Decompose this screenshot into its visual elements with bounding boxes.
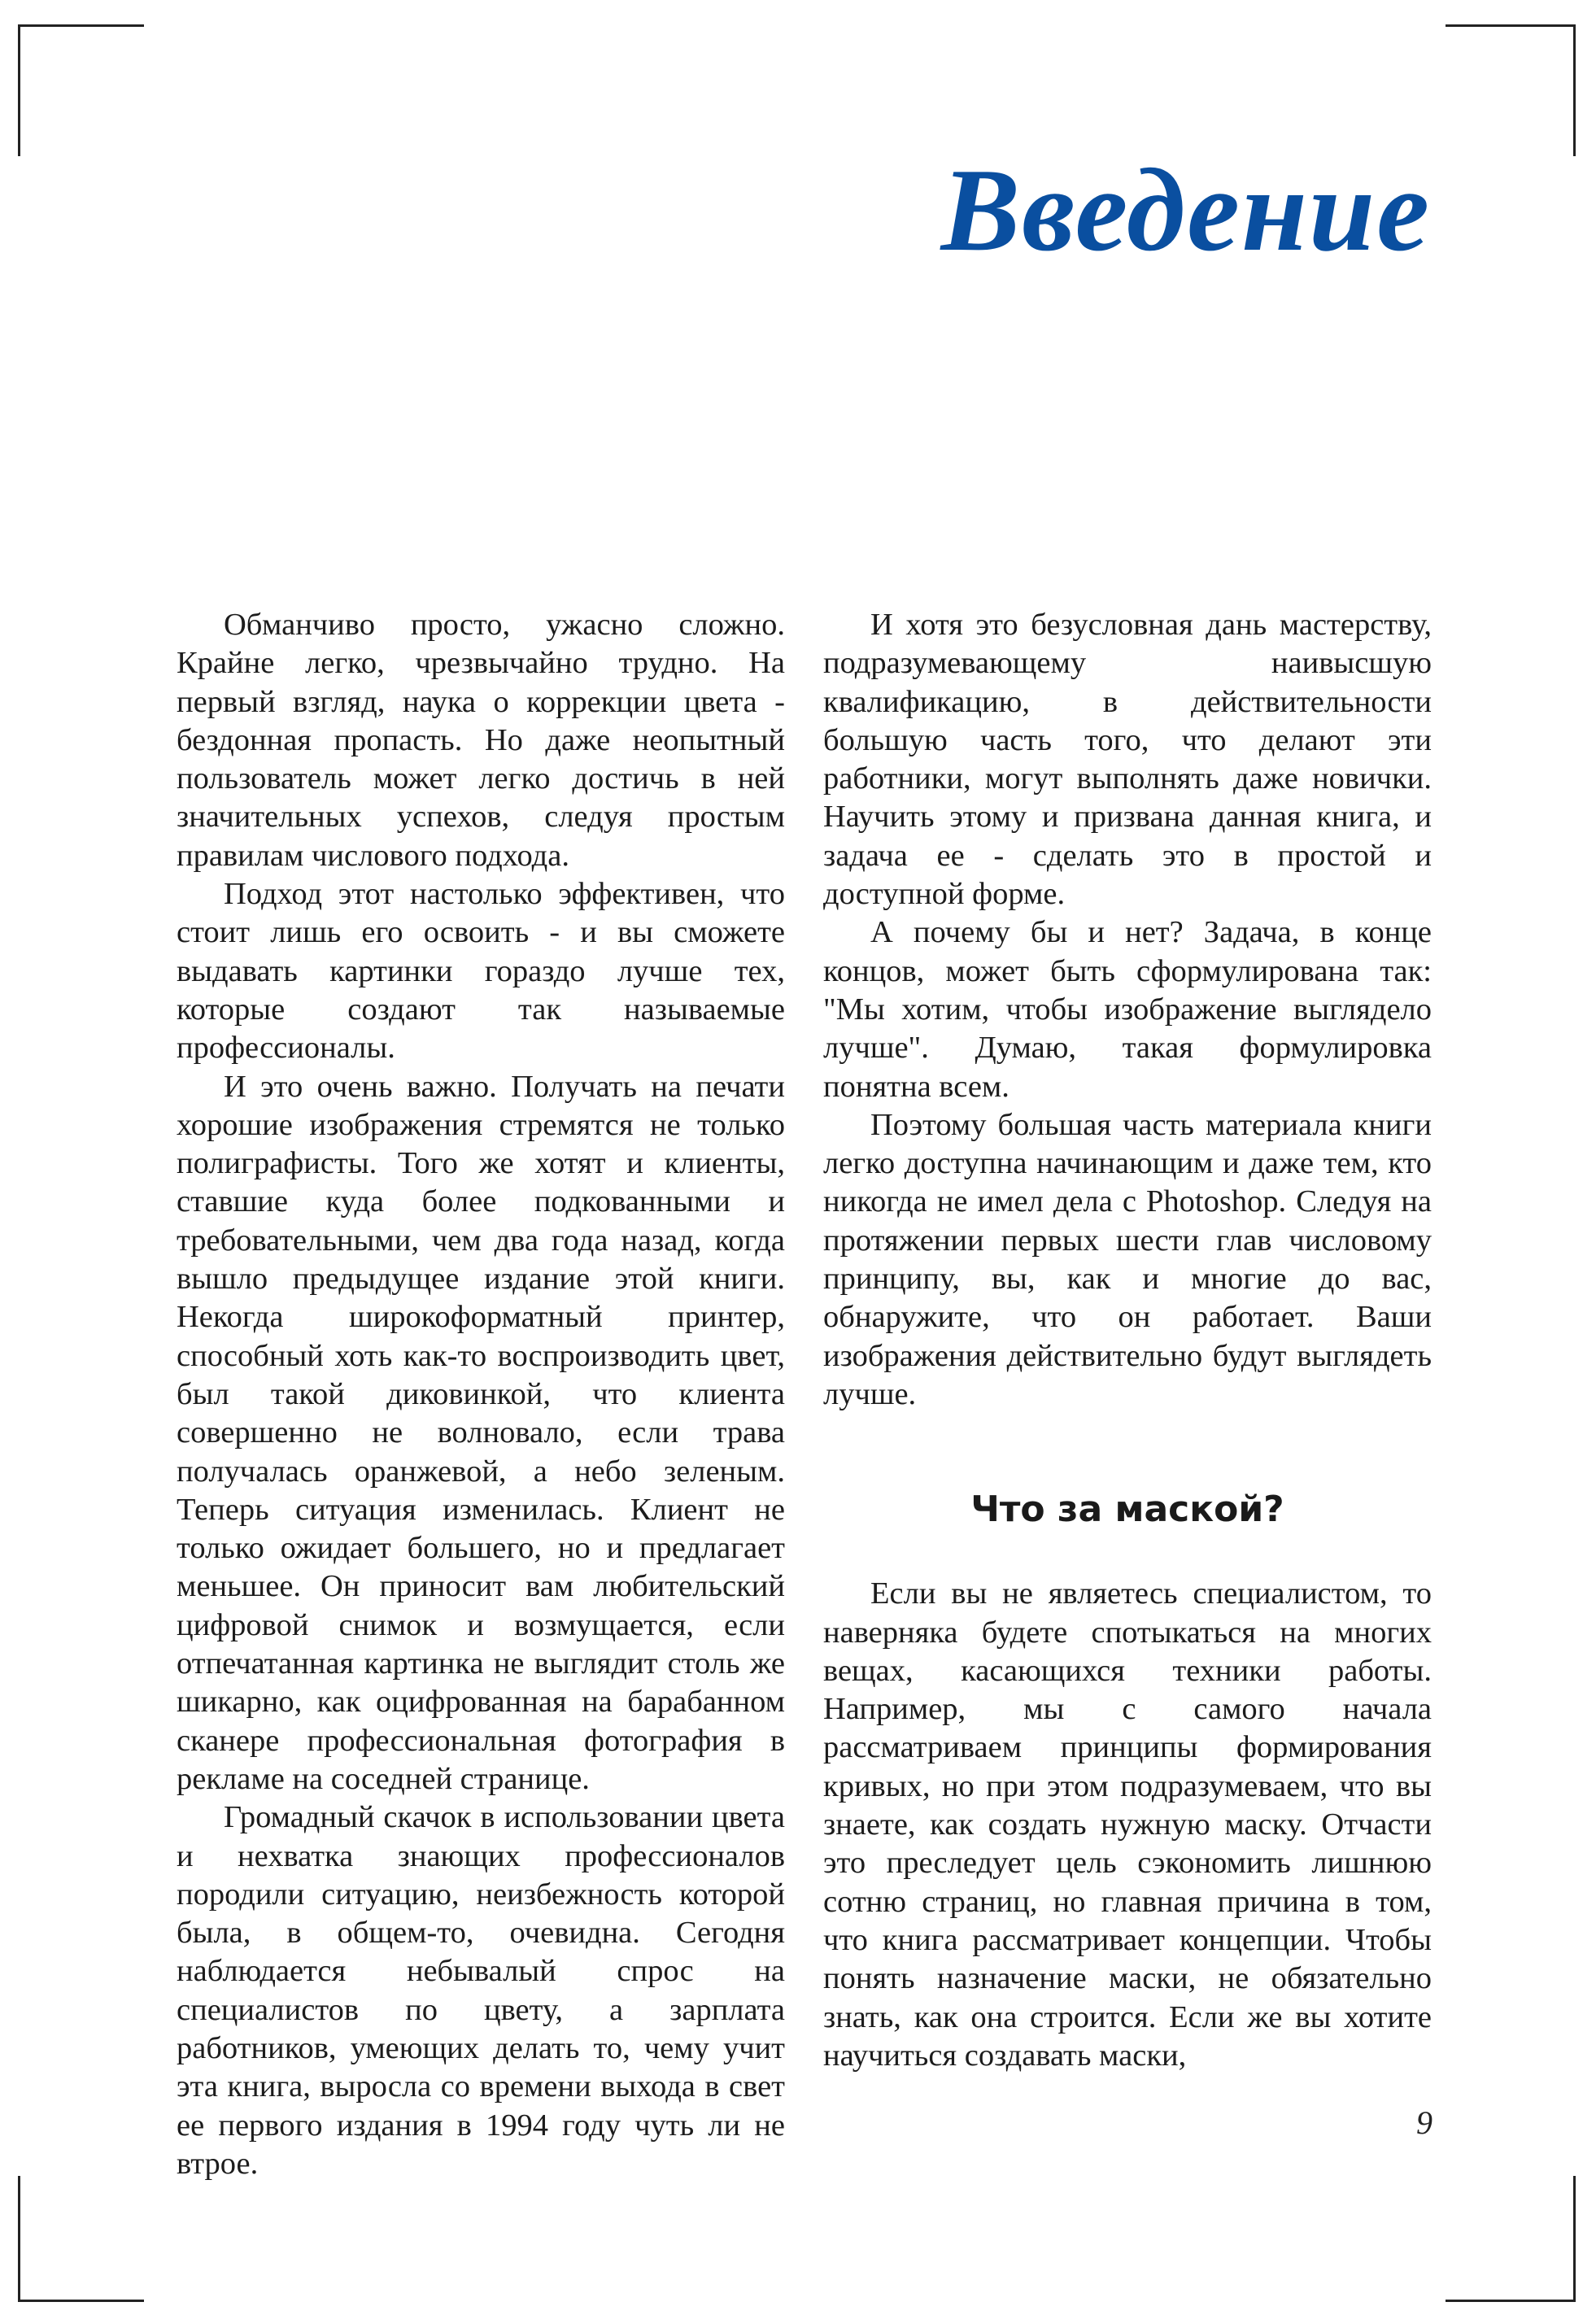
right-column [823,606,1432,2075]
paragraph: Подход этот настолько эффективен, что стоит лишь его освоить - и вы сможете выдавать картинки гораздо лучше тех, которые создают так называемые профессионалы. [177,877,785,1066]
crop-mark-bottom-right-vertical [1573,2176,1576,2302]
chapter-title: Введение [940,144,1431,276]
paragraph: И хотя это безусловная дань мастерству, подразумевающему наивысшую квалификацию, в действительности большую часть того, что делают эти работники, могут выполнять даже новички. Научить этому и призвана данная книга, и задача ее - сделать это в простой и доступной форме. [823,608,1432,912]
crop-mark-top-right-horizontal [1446,24,1576,27]
paragraph: И это очень важно. Получать на печати хорошие изображения стремятся не только полиграфисты. Того же хотят и клиенты, ставшие куда более подкованными и требовательными, чем два года назад, когда вышло предыдущее издание этой книги. Некогда широкоформатный принтер, способный хоть как-то воспроизводить цвет, был такой диковинкой, что клиента совершенно не волновало, если трава получалась оранжевой, а небо зеленым. Теперь ситуация изменилась. Клиент не только ожидает большего, но и предлагает меньшее. Он приносит вам любительский цифровой снимок и возмущается, если отпечатанная картинка не выглядит столь же шикарно, как оцифрованная на барабанном сканере профессиональная фотография в рекламе на соседней странице. [177,1069,785,1796]
crop-mark-top-right-vertical [1573,24,1576,156]
paragraph: А почему бы и нет? Задача, в конце концов, может быть сформулирована так: "Мы хотим, чтобы изображение выглядело лучше". Думаю, такая формулировка понятна всем. [823,915,1432,1104]
page-number: 9 [1416,2104,1432,2141]
paragraph: Поэтому большая часть материала книги легко доступна начинающим и даже тем, кто никогда не имел дела с Photoshop. Следуя на протяжении первых шести глав числовому принципу, вы, как и многие до вас, обнаружите, что он работает. Ваши изображения действительно будут выглядеть лучше. [823,1107,1432,1411]
crop-mark-top-left-vertical [18,24,20,156]
crop-mark-top-left-horizontal [18,24,144,27]
paragraph: Обманчиво просто, ужасно сложно. Крайне легко, чрезвычайно трудно. На первый взгляд, наука о коррекции цвета - бездонная пропасть. Но даже неопытный пользователь может легко достичь в ней значительных успехов, следуя простым правилам числового подхода. [177,608,785,873]
left-column [177,606,785,2183]
crop-mark-bottom-left-horizontal [18,2300,144,2302]
paragraph: Если вы не являетесь специалистом, то наверняка будете спотыкаться на многих вещах, касающихся техники работы. Например, мы с самого начала рассматриваем принципы формирования кривых, но при этом подразумеваем, что вы знаете, как создать нужную маску. Отчасти это преследует цель сэкономить лишнюю сотню страниц, но главная причина в том, что книга рассматривает концепции. Чтобы понять назначение маски, не обязательно знать, как она строится. Если же вы хотите научиться создавать маски, [823,1576,1432,2073]
paragraph: Громадный скачок в использовании цвета и нехватка знающих профессионалов породили ситуацию, неизбежность которой была, в общем-то, очевидна. Сегодня наблюдается небывалый спрос на специалистов по цвету, а зарплата работников, умеющих делать то, чему учит эта книга, выросла со времени выхода в свет ее первого издания в 1994 году чуть ли не втрое. [177,1800,785,2181]
crop-mark-bottom-left-vertical [18,2176,20,2302]
crop-mark-bottom-right-horizontal [1446,2300,1576,2302]
section-heading: Что за маской? [970,1489,1284,1531]
